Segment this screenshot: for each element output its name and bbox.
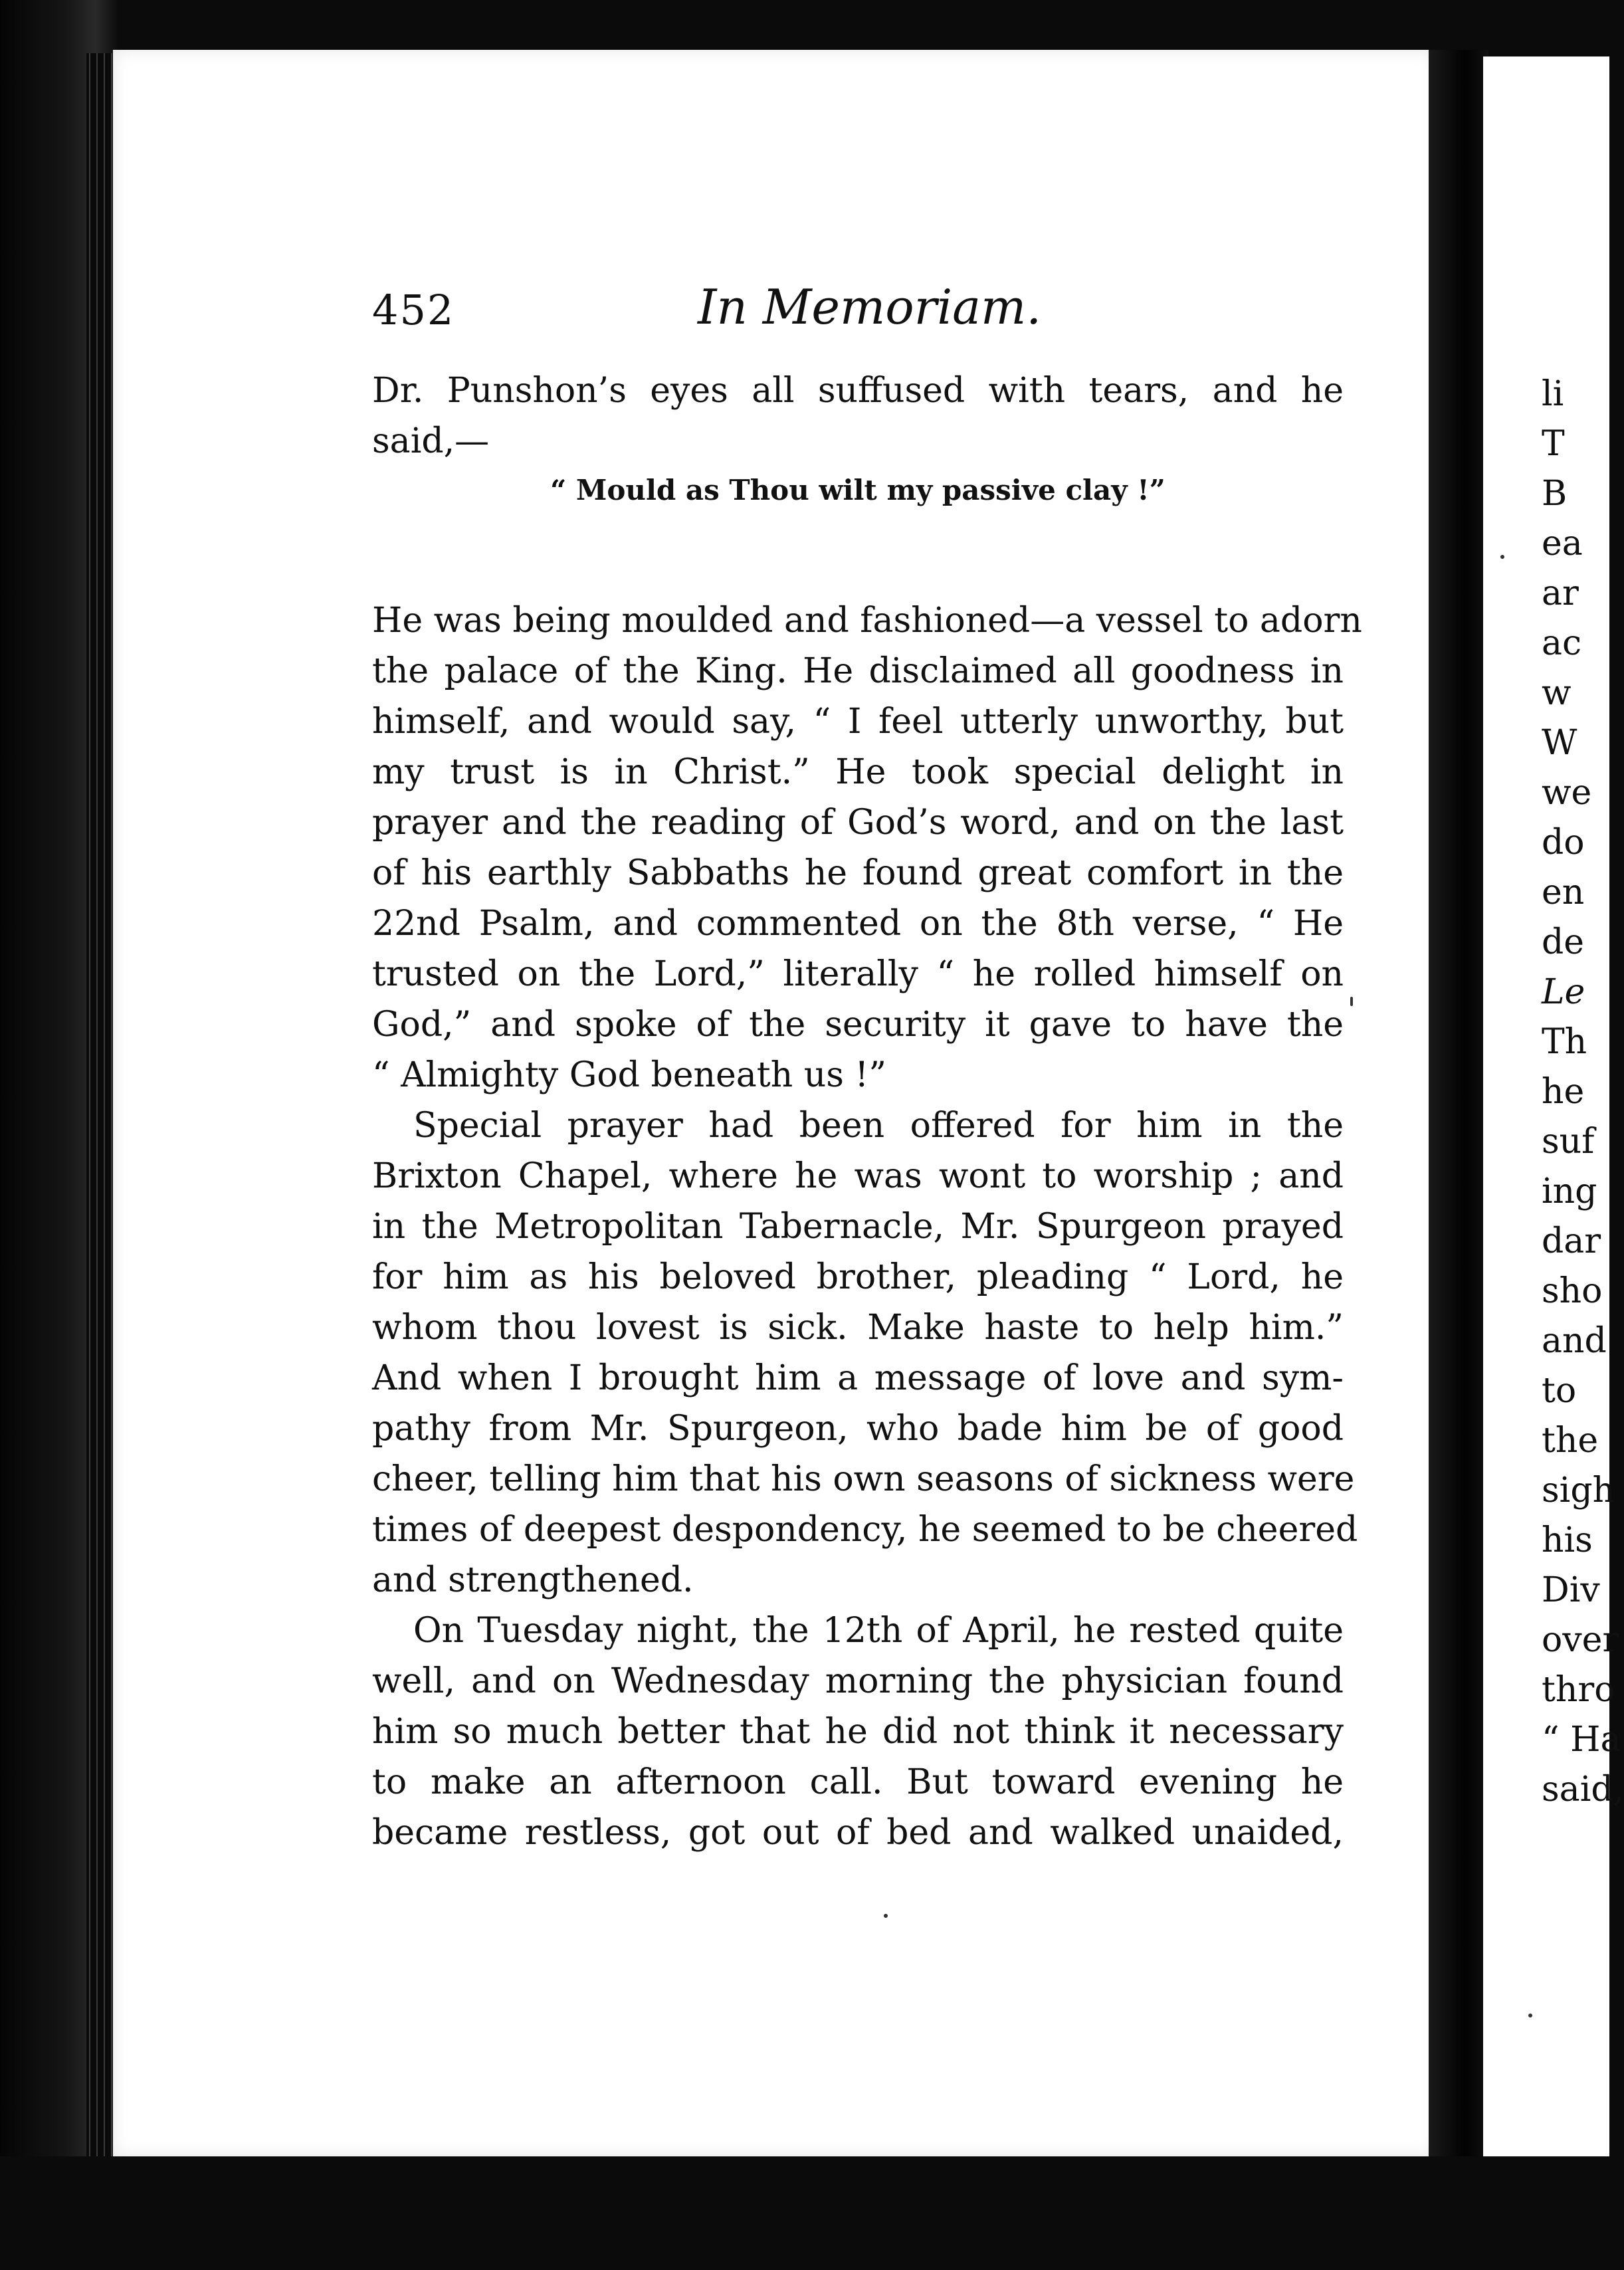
text-line: my trust is in Christ.” He took special delight in [372, 752, 1344, 792]
text-line: Special prayer had been offered for him in the [413, 1106, 1344, 1146]
text-line: He was being moulded and fashioned—a vessel to adorn [372, 601, 1362, 641]
facing-page-text-fragment: “ Ha [1542, 1720, 1621, 1760]
facing-page-text-fragment: the [1542, 1421, 1599, 1461]
text-line: Dr. Punshon’s eyes all suffused with tears, and he [372, 371, 1344, 411]
page-number: 452 [372, 286, 455, 334]
text-line: On Tuesday night, the 12th of April, he rested quite [413, 1611, 1344, 1651]
facing-page-text-fragment: sho [1542, 1271, 1603, 1311]
paragraph [372, 1605, 1344, 1858]
text-line: times of deepest despondency, he seemed to be cheered [372, 1510, 1358, 1550]
text-line: in the Metropolitan Tabernacle, Mr. Spurgeon prayed [372, 1207, 1344, 1247]
hymn-quote: “ Mould as Thou wilt my passive clay !” [550, 474, 1166, 506]
facing-page-text-fragment: over [1542, 1620, 1619, 1660]
paragraph [372, 1100, 1358, 1605]
facing-page-text-fragment: Th [1542, 1022, 1587, 1062]
text-line: and strengthened. [372, 1560, 694, 1600]
facing-page-text-fragment: to [1542, 1371, 1577, 1411]
running-title: In Memoriam. [698, 279, 1042, 335]
running-head [372, 279, 1342, 352]
facing-page-text-fragment: Div [1542, 1570, 1600, 1610]
facing-page-text-fragment: ar [1542, 573, 1579, 613]
facing-page-text-fragment: w [1542, 673, 1572, 713]
facing-page-text-fragment: thro [1542, 1670, 1615, 1710]
facing-page-text-fragment: W [1542, 723, 1577, 763]
facing-page-text-fragment: ac [1542, 623, 1582, 663]
text-line: to make an afternoon call. But toward evening he [372, 1762, 1344, 1802]
text-line: Brixton Chapel, where he was wont to worship ; and [372, 1156, 1344, 1196]
facing-page-text-fragment: T [1542, 424, 1565, 464]
text-line: cheer, telling him that his own seasons of sickness were [372, 1459, 1355, 1499]
text-line: God,” and spoke of the security it gave to have the [372, 1005, 1344, 1045]
facing-page-text-fragment: suf [1542, 1122, 1595, 1162]
facing-page-text-fragment: ea [1542, 524, 1583, 564]
text-line: became restless, got out of bed and walked unaided, [372, 1813, 1344, 1853]
facing-page-text-fragment: do [1542, 823, 1585, 863]
text-line: “ Almighty God beneath us !” [372, 1055, 886, 1095]
facing-page-text-fragment: and [1542, 1321, 1607, 1361]
text-line: for him as his beloved brother, pleading “ Lord, he [372, 1257, 1344, 1297]
text-line: And when I brought him a message of love and sym- [372, 1358, 1344, 1398]
facing-page-text-fragment: li [1542, 374, 1564, 414]
facing-page-text-fragment: sigh [1542, 1471, 1615, 1510]
facing-page-text-fragment: we [1542, 773, 1592, 813]
scan-border-bottom [0, 2156, 1609, 2270]
page-body [372, 365, 1362, 1858]
facing-page-text-fragment: his [1542, 1520, 1593, 1560]
text-line: trusted on the Lord,” literally “ he rolled himself on [372, 954, 1344, 994]
text-line: said,— [372, 421, 490, 461]
page-gutter [1429, 50, 1488, 2163]
text-line: 22nd Psalm, and commented on the 8th verse, “ He [372, 904, 1344, 944]
paragraph [372, 595, 1362, 1100]
facing-page-text-fragment: said, [1542, 1770, 1624, 1809]
facing-page-text-fragment: Le [1542, 972, 1585, 1012]
text-line: the palace of the King. He disclaimed all goodness in [372, 651, 1344, 691]
text-line: whom thou lovest is sick. Make haste to help him.” [372, 1308, 1344, 1348]
text-line: prayer and the reading of God’s word, and on the last [372, 803, 1344, 843]
facing-page-text-fragment: he [1542, 1072, 1585, 1112]
facing-page-text-fragment: dar [1542, 1221, 1601, 1261]
text-line: pathy from Mr. Spurgeon, who bade him be of good [372, 1409, 1344, 1449]
facing-page-text-fragment: en [1542, 873, 1585, 912]
facing-page-text-fragment: B [1542, 474, 1568, 514]
text-line: of his earthly Sabbaths he found great comfort in the [372, 853, 1344, 893]
text-line: himself, and would say, “ I feel utterly unworthy, but [372, 702, 1344, 742]
text-line: well, and on Wednesday morning the physician found [372, 1661, 1344, 1701]
facing-page-text-fragment: ing [1542, 1172, 1597, 1211]
book-spine [86, 53, 113, 2173]
facing-page-text-fragment: de [1542, 922, 1585, 962]
text-line: him so much better that he did not think it necessary [372, 1712, 1344, 1752]
facing-page [1483, 56, 1624, 2163]
